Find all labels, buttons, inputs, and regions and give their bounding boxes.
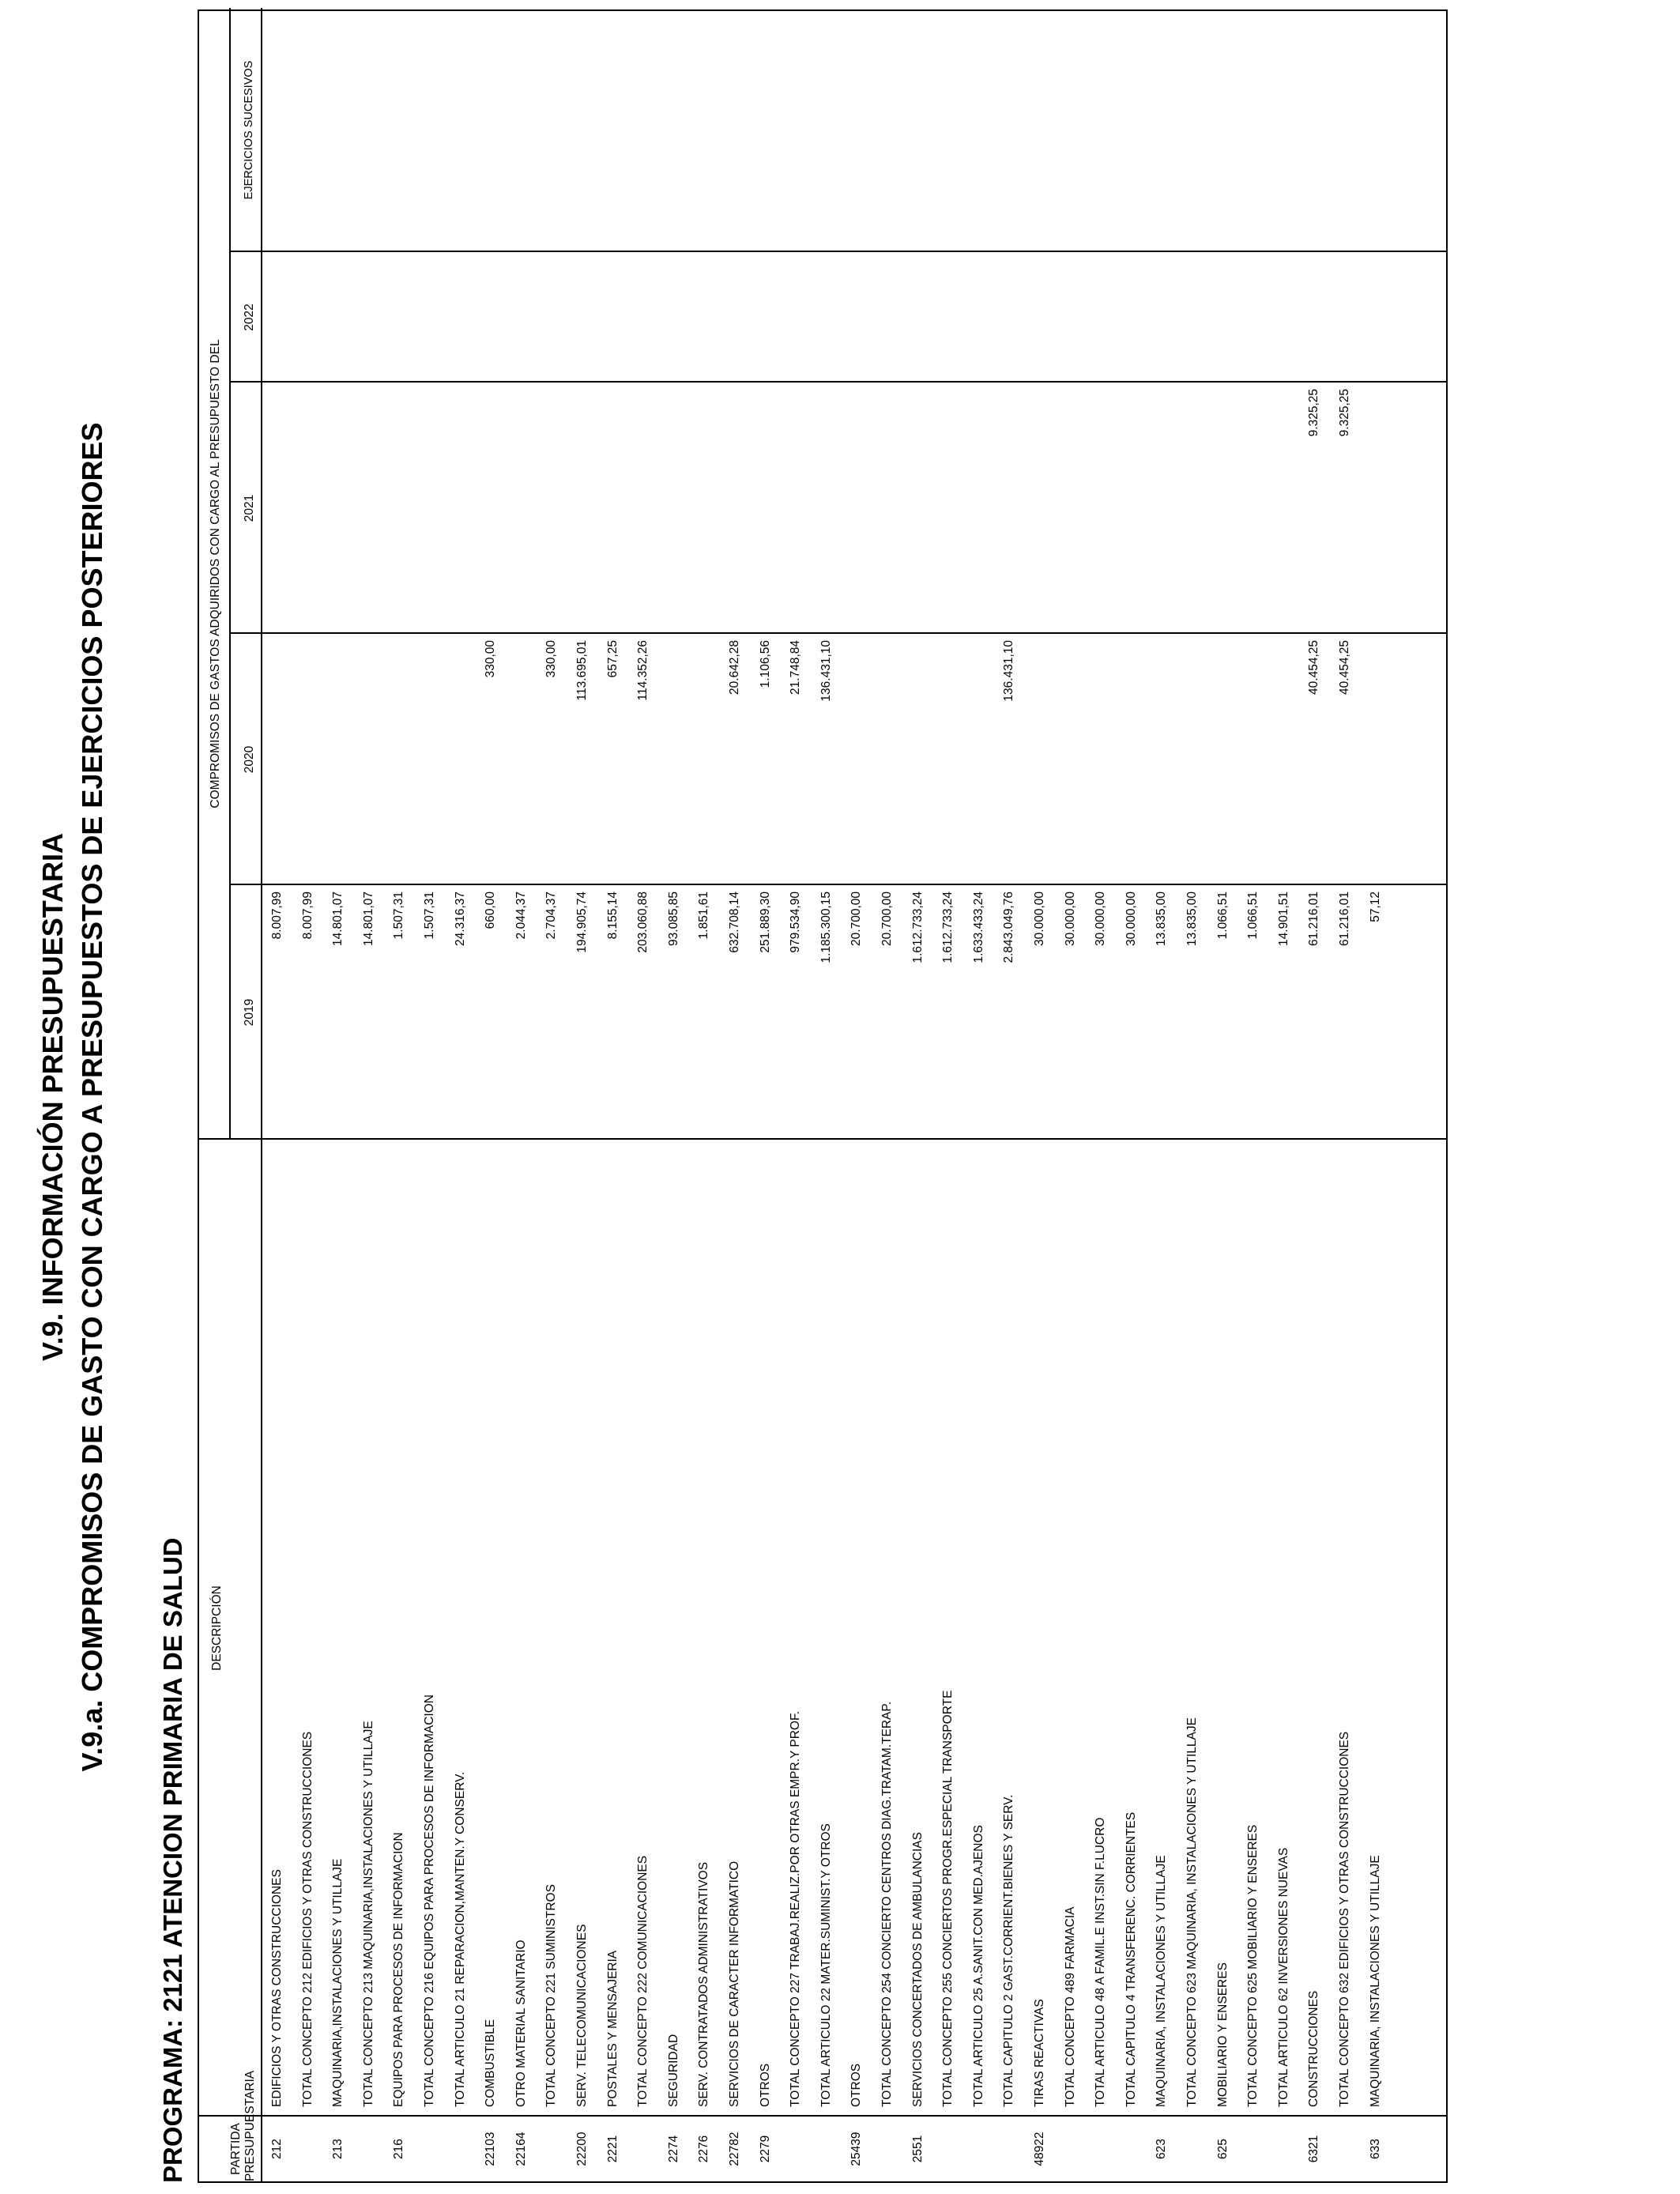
table-row bbox=[1117, 8, 1147, 2181]
cell-descripcion: TOTAL CONCEPTO 623 MAQUINARIA, INSTALACIONES Y UTILLAJE bbox=[1185, 1717, 1199, 2107]
cell-2019: 2.843.049,76 bbox=[1002, 892, 1016, 963]
cell-partida: 212 bbox=[270, 2139, 284, 2159]
table-row bbox=[1330, 8, 1360, 2181]
cell-descripcion: TOTAL ARTICULO 22 MATER.SUMINIST.Y OTROS bbox=[819, 1823, 833, 2107]
cell-partida: 25439 bbox=[849, 2132, 864, 2166]
cell-descripcion: TIRAS REACTIVAS bbox=[1033, 1999, 1046, 2107]
table-row bbox=[628, 8, 658, 2181]
table-row bbox=[1086, 8, 1116, 2181]
cell-descripcion: TOTAL CAPITULO 2 GAST.CORRIENT.BIENES Y SERV. bbox=[1002, 1794, 1016, 2107]
table-row bbox=[659, 8, 689, 2181]
cell-2019: 1.507,31 bbox=[392, 892, 406, 940]
cell-partida: 2551 bbox=[910, 2135, 925, 2163]
table-row bbox=[354, 8, 384, 2181]
cell-descripcion: MAQUINARIA, INSTALACIONES Y UTILLAJE bbox=[1368, 1855, 1382, 2107]
cell-descripcion: SERV. CONTRATADOS ADMINISTRATIVOS bbox=[697, 1861, 711, 2107]
cell-descripcion: OTROS bbox=[758, 2063, 772, 2107]
cell-2020: 40.454,25 bbox=[1307, 640, 1321, 695]
cell-partida: 22200 bbox=[575, 2132, 589, 2166]
cell-partida: 2276 bbox=[697, 2135, 711, 2163]
cell-2021: 9.325,25 bbox=[1338, 389, 1351, 437]
cell-2019: 30.000,00 bbox=[1124, 892, 1138, 946]
cell-descripcion: TOTAL CONCEPTO 216 EQUIPOS PARA PROCESOS DE INFORMACION bbox=[423, 1695, 436, 2107]
cell-partida: 625 bbox=[1215, 2139, 1230, 2159]
table-row bbox=[415, 8, 445, 2181]
cell-descripcion: SEGURIDAD bbox=[666, 2034, 680, 2107]
cell-descripcion: CONSTRUCCIONES bbox=[1307, 1990, 1321, 2107]
cell-partida: 48922 bbox=[1033, 2132, 1046, 2166]
cell-2020: 40.454,25 bbox=[1338, 640, 1351, 695]
cell-2019: 61.216,01 bbox=[1307, 892, 1321, 946]
cell-2019: 14.801,07 bbox=[331, 892, 345, 946]
cell-2021: 9.325,25 bbox=[1307, 389, 1321, 437]
table-row bbox=[446, 8, 476, 2181]
cell-2020: 113.695,01 bbox=[575, 640, 589, 701]
cell-descripcion: TOTAL CONCEPTO 489 FARMACIA bbox=[1063, 1906, 1077, 2107]
cell-2019: 2.704,37 bbox=[544, 892, 559, 940]
cell-2019: 13.835,00 bbox=[1155, 892, 1169, 946]
table-row bbox=[1269, 8, 1299, 2181]
table-row bbox=[933, 8, 963, 2181]
cell-2019: 30.000,00 bbox=[1094, 892, 1108, 946]
cell-2019: 194.905,74 bbox=[575, 892, 589, 953]
cell-descripcion: SERVICIOS CONCERTADOS DE AMBULANCIAS bbox=[910, 1832, 925, 2107]
cell-descripcion: TOTAL CONCEPTO 222 COMUNICACIONES bbox=[636, 1855, 650, 2107]
cell-2019: 57,12 bbox=[1368, 892, 1382, 922]
header-2021: 2021 bbox=[243, 494, 256, 522]
cell-2019: 251.889,30 bbox=[758, 892, 772, 953]
cell-2020: 114.352,26 bbox=[636, 640, 650, 701]
table-row bbox=[507, 8, 537, 2181]
table-row bbox=[1238, 8, 1268, 2181]
cell-2019: 1.612.733,24 bbox=[941, 892, 955, 963]
cell-2019: 14.901,51 bbox=[1276, 892, 1290, 946]
cell-2019: 1.507,31 bbox=[423, 892, 436, 940]
commitments-table bbox=[198, 9, 1448, 2183]
cell-2020: 20.642,28 bbox=[728, 640, 741, 695]
header-partida-line1: PARTIDA bbox=[229, 2123, 243, 2175]
cell-2020: 1.106,56 bbox=[758, 640, 772, 688]
table-row bbox=[964, 8, 994, 2181]
cell-2020: 21.748,84 bbox=[789, 640, 803, 695]
table-row bbox=[262, 8, 292, 2181]
cell-partida: 2279 bbox=[758, 2135, 772, 2163]
table-row bbox=[1299, 8, 1329, 2181]
cell-partida: 623 bbox=[1155, 2139, 1169, 2159]
cell-2019: 1.185.300,15 bbox=[819, 892, 833, 963]
cell-2019: 1.066,51 bbox=[1246, 892, 1260, 940]
cell-descripcion: SERVICIOS DE CARACTER INFORMATICO bbox=[728, 1860, 741, 2107]
main-title: V.9. INFORMACIÓN PRESUPUESTARIA bbox=[36, 832, 69, 1362]
table-row bbox=[1208, 8, 1238, 2181]
header-divider bbox=[229, 8, 231, 1140]
table-row bbox=[293, 8, 323, 2181]
cell-2019: 1.066,51 bbox=[1215, 892, 1230, 940]
header-ejercicios-sucesivos: EJERCICIOS SUCESIVOS bbox=[243, 60, 255, 200]
table-row bbox=[567, 8, 597, 2181]
table-row bbox=[598, 8, 628, 2181]
cell-partida: 2274 bbox=[666, 2135, 680, 2163]
program-title: PROGRAMA: 2121 ATENCION PRIMARIA DE SALUD bbox=[158, 1537, 187, 2183]
cell-2019: 14.801,07 bbox=[361, 892, 375, 946]
cell-descripcion: TOTAL CONCEPTO 221 SUMINISTROS bbox=[544, 1884, 559, 2107]
header-partida bbox=[229, 2070, 258, 2181]
cell-2019: 20.700,00 bbox=[849, 892, 864, 946]
cell-partida: 6321 bbox=[1307, 2135, 1321, 2163]
cell-2019: 61.216,01 bbox=[1338, 892, 1351, 946]
header-group: COMPROMISOS DE GASTOS ADQUIRIDOS CON CARGO AL PRESUPUESTO DEL bbox=[209, 339, 222, 809]
table-row bbox=[903, 8, 933, 2181]
cell-partida: 22103 bbox=[484, 2132, 498, 2166]
table-row bbox=[751, 8, 781, 2181]
cell-2019: 8.155,14 bbox=[605, 892, 620, 940]
cell-2019: 2.044,37 bbox=[514, 892, 528, 940]
table-row bbox=[323, 8, 353, 2181]
cell-descripcion: TOTAL CONCEPTO 255 CONCIERTOS PROGR.ESPECIAL TRANSPORTE bbox=[941, 1690, 955, 2107]
cell-2019: 8.007,99 bbox=[270, 892, 284, 940]
cell-descripcion: SERV. TELECOMUNICACIONES bbox=[575, 1924, 589, 2107]
cell-2019: 24.316,37 bbox=[453, 892, 467, 946]
cell-descripcion: TOTAL ARTICULO 62 INVERSIONES NUEVAS bbox=[1276, 1847, 1290, 2107]
cell-descripcion: TOTAL CAPITULO 4 TRANSFERENC. CORRIENTES bbox=[1124, 1811, 1138, 2107]
cell-2019: 13.835,00 bbox=[1185, 892, 1199, 946]
cell-2020: 136.431,10 bbox=[1002, 640, 1016, 702]
cell-2019: 203.060,88 bbox=[636, 892, 650, 953]
cell-2019: 1.851,61 bbox=[697, 892, 711, 940]
cell-descripcion: TOTAL CONCEPTO 625 MOBILIARIO Y ENSERES bbox=[1246, 1824, 1260, 2107]
cell-2019: 20.700,00 bbox=[880, 892, 894, 946]
cell-2019: 1.633.433,24 bbox=[971, 892, 985, 963]
cell-descripcion: OTRO MATERIAL SANITARIO bbox=[514, 1940, 528, 2107]
cell-partida: 216 bbox=[392, 2139, 406, 2159]
table-row bbox=[537, 8, 567, 2181]
cell-descripcion: OTROS bbox=[849, 2063, 864, 2107]
cell-2020: 657,25 bbox=[605, 640, 620, 678]
cell-descripcion: TOTAL ARTICULO 48 A FAMIL.E INST.SIN F.LUCRO bbox=[1094, 1817, 1108, 2107]
cell-2019: 632.708,14 bbox=[728, 892, 741, 953]
header-2019: 2019 bbox=[243, 998, 256, 1027]
table-row bbox=[720, 8, 750, 2181]
cell-descripcion: EQUIPOS PARA PROCESOS DE INFORMACION bbox=[392, 1832, 406, 2107]
header-2022: 2022 bbox=[243, 303, 256, 331]
cell-2020: 330,00 bbox=[484, 640, 498, 678]
cell-2019: 1.612.733,24 bbox=[910, 892, 925, 963]
cell-descripcion: TOTAL CONCEPTO 212 EDIFICIOS Y OTRAS CONSTRUCCIONES bbox=[300, 1731, 315, 2107]
cell-2020: 136.431,10 bbox=[819, 640, 833, 702]
cell-descripcion: MAQUINARIA,INSTALACIONES Y UTILLAJE bbox=[331, 1858, 345, 2107]
table-row bbox=[689, 8, 719, 2181]
header-descripcion: DESCRIPCIÓN bbox=[210, 1585, 224, 1671]
table-row bbox=[994, 8, 1024, 2181]
table-row bbox=[781, 8, 811, 2181]
header-2020: 2020 bbox=[243, 745, 256, 774]
cell-descripcion: MAQUINARIA, INSTALACIONES Y UTILLAJE bbox=[1155, 1855, 1169, 2107]
cell-2019: 8.007,99 bbox=[300, 892, 315, 940]
table-row bbox=[812, 8, 842, 2181]
cell-descripcion: MOBILIARIO Y ENSERES bbox=[1215, 1962, 1230, 2107]
cell-descripcion: TOTAL CONCEPTO 632 EDIFICIOS Y OTRAS CONSTRUCCIONES bbox=[1338, 1731, 1351, 2107]
table-row bbox=[1177, 8, 1207, 2181]
cell-partida: 22164 bbox=[514, 2132, 528, 2166]
table-row bbox=[1361, 8, 1391, 2181]
header-partida-line2: PRESUPUESTARIA bbox=[243, 2070, 257, 2181]
cell-2020: 330,00 bbox=[544, 640, 559, 678]
cell-partida: 2221 bbox=[605, 2135, 620, 2163]
table-row bbox=[1056, 8, 1086, 2181]
cell-partida: 633 bbox=[1368, 2139, 1382, 2159]
cell-descripcion: TOTAL ARTICULO 21 REPARACION,MANTEN.Y CONSERV. bbox=[453, 1771, 467, 2107]
table-row bbox=[476, 8, 506, 2181]
cell-partida: 213 bbox=[331, 2139, 345, 2159]
cell-2019: 93.085,85 bbox=[666, 892, 680, 946]
cell-descripcion: TOTAL CONCEPTO 213 MAQUINARIA,INSTALACIONES Y UTILLAJE bbox=[361, 1721, 375, 2107]
cell-descripcion: POSTALES Y MENSAJERIA bbox=[605, 1950, 620, 2107]
cell-2019: 30.000,00 bbox=[1033, 892, 1046, 946]
cell-descripcion: EDIFICIOS Y OTRAS CONSTRUCCIONES bbox=[270, 1869, 284, 2107]
cell-descripcion: TOTAL ARTICULO 25 A.SANIT.CON MED.AJENOS bbox=[971, 1825, 985, 2107]
cell-descripcion: TOTAL CONCEPTO 254 CONCIERTO CENTROS DIAG.TRATAM.TERAP. bbox=[880, 1701, 894, 2107]
cell-2019: 979.534,90 bbox=[789, 892, 803, 953]
table-row bbox=[842, 8, 872, 2181]
sub-title: V.9.a. COMPROMISOS DE GASTO CON CARGO A PRESUPUESTOS DE EJERCICIOS POSTERIORES bbox=[76, 422, 108, 1772]
cell-descripcion: TOTAL CONCEPTO 227 TRABAJ.REALIZ.POR OTRAS EMPR.Y PROF. bbox=[789, 1710, 803, 2107]
cell-partida: 22782 bbox=[728, 2132, 741, 2166]
table-row bbox=[384, 8, 414, 2181]
cell-2019: 660,00 bbox=[484, 892, 498, 929]
cell-descripcion: COMBUSTIBLE bbox=[484, 2019, 498, 2107]
table-row bbox=[1025, 8, 1055, 2181]
table-row bbox=[872, 8, 902, 2181]
cell-2019: 30.000,00 bbox=[1063, 892, 1077, 946]
table-row bbox=[1147, 8, 1177, 2181]
